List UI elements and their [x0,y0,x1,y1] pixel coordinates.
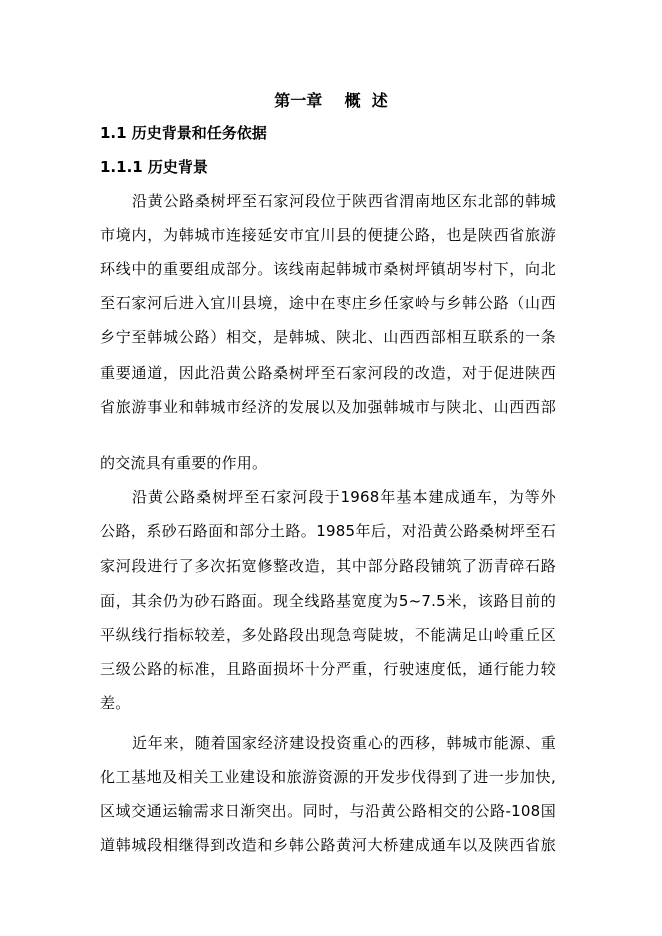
paragraph-1-line-2: 市境内，为韩城市连接延安市宜川县的便捷公路，也是陕西省旅游 [100,226,556,244]
paragraph-1-line-8: 的交流具有重要的作用。 [100,454,268,472]
paragraph-2-line-1: 沿黄公路桑树坪至石家河段于1968年基本建成通车，为等外 [132,488,556,506]
paragraph-3-line-3: 区域交通运输需求日渐突出。同时，与沿黄公路相交的公路-108国 [100,802,556,820]
paragraph-2-line-5: 平纵线行指标较差，多处路段出现急弯陡坡，不能满足山岭重丘区 [100,626,556,644]
paragraph-2-line-2: 公路，系砂石路面和部分土路。1985年后，对沿黄公路桑树坪至石 [100,522,556,540]
paragraph-2-line-7: 差。 [100,694,131,712]
paragraph-1-line-5: 乡宁至韩城公路）相交，是韩城、陕北、山西西部相互联系的一条 [100,328,556,346]
paragraph-1-line-7: 省旅游事业和韩城市经济的发展以及加强韩城市与陕北、山西西部 [100,398,556,416]
paragraph-1-line-1: 沿黄公路桑树坪至石家河段位于陕西省渭南地区东北部的韩城 [132,192,556,210]
subsection-heading: 1.1.1 历史背景 [100,158,208,176]
paragraph-1-line-3: 环线中的重要组成部分。该线南起韩城市桑树坪镇胡岑村下，向北 [100,260,556,278]
paragraph-3-line-2: 化工基地及相关工业建设和旅游资源的开发步伐得到了进一步加快, [100,768,556,786]
paragraph-2-line-3: 家河段进行了多次拓宽修整改造，其中部分路段铺筑了沥青碎石路 [100,557,556,575]
chapter-title: 第一章 概 述 [274,91,388,110]
section-heading: 1.1 历史背景和任务依据 [100,124,267,142]
paragraph-2-line-4: 面，其余仍为砂石路面。现全线路基宽度为5~7.5米，该路目前的 [100,592,556,610]
paragraph-1-line-4: 至石家河后进入宜川县境，途中在枣庄乡任家岭与乡韩公路（山西 [100,294,556,312]
paragraph-1-line-6: 重要通道，因此沿黄公路桑树坪至石家河段的改造，对于促进陕西 [100,364,556,382]
paragraph-3-line-4: 道韩城段相继得到改造和乡韩公路黄河大桥建成通车以及陕西省旅 [100,836,556,854]
paragraph-3-line-1: 近年来，随着国家经济建设投资重心的西移，韩城市能源、重 [132,734,556,752]
paragraph-2-line-6: 三级公路的标准，且路面损坏十分严重，行驶速度低，通行能力较 [100,660,556,678]
